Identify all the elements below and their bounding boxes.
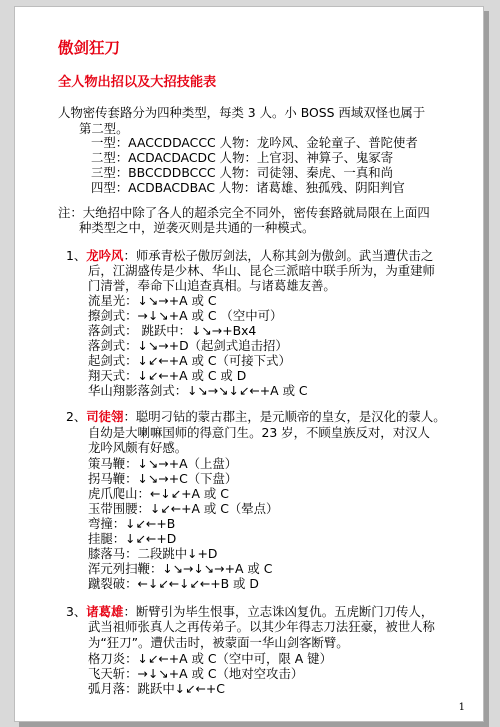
section-3-name: 诸葛雄 bbox=[86, 604, 124, 619]
note-line-2: 种类型之中，逆袭灭则是共通的一种模式。 bbox=[79, 220, 315, 235]
section-3-move-1: 格刀炎：↓↙←+A 或 C（空中可，限 A 键） bbox=[88, 651, 332, 666]
section-3-desc-2: 武当祖师张真人之再传弟子。以其少年得志刀法狂豪，被世人称 bbox=[88, 619, 435, 634]
page-number: 1 bbox=[458, 702, 465, 713]
doc-subtitle: 全人物出招以及大招技能表 bbox=[58, 75, 217, 90]
section-1-move-7: 华山翔影落剑式：↓↘→↘↓↙←+A 或 C bbox=[88, 383, 308, 398]
section-1-name: 龙吟风 bbox=[86, 248, 124, 263]
section-2-move-4: 玉带围腰：↓↙←+A 或 C（晕点） bbox=[88, 501, 279, 516]
section-1-move-4: 落剑式：↓↘→+D（起剑式追击招） bbox=[88, 338, 288, 353]
type-row-2: 二型：ACDACDACDC 人物：上官羽、神算子、鬼冢寄 bbox=[91, 150, 394, 165]
section-2-move-1: 策马鞭：↓↘→+A（上盘） bbox=[88, 456, 238, 471]
section-2-heading bbox=[66, 409, 446, 424]
doc-title: 傲剑狂刀 bbox=[58, 39, 121, 57]
section-3-move-3: 弧月落：跳跃中↓↙←+C bbox=[88, 681, 225, 696]
section-1-number: 1、 bbox=[66, 248, 87, 263]
section-1-heading bbox=[66, 248, 433, 263]
section-2-desc-1: ：聪明刁钻的蒙古郡主，是元顺帝的皇女，是汉化的蒙人。 bbox=[123, 409, 446, 424]
section-1-move-6: 翔天式：↓↙←+A 或 C 或 D bbox=[88, 368, 247, 383]
section-2-desc-2: 自幼是大喇嘛国师的得意门生。23 岁，不顾皇族反对，对汉人 bbox=[88, 425, 430, 440]
document-page bbox=[14, 6, 484, 722]
section-2-move-9: 蹴裂破：←↓↙←↓↙←+B 或 D bbox=[88, 576, 259, 591]
section-1-move-2: 擦剑式：→↓↘+A 或 C （空中可） bbox=[88, 308, 283, 323]
type-row-3: 三型：BBCCDDBCCC 人物：司徒翎、秦虎、一真和尚 bbox=[91, 165, 393, 180]
section-2-move-6: 挂腿：↓↙←+D bbox=[88, 531, 177, 546]
section-2-desc-3: 龙吟风颇有好感。 bbox=[88, 440, 188, 455]
section-1-move-3: 落剑式： 跳跃中：↓↘→+Bx4 bbox=[88, 323, 257, 338]
section-1-desc-1: ：师承青松子傲厉剑法，人称其剑为傲剑。武当遭伏击之 bbox=[123, 248, 434, 263]
section-3-number: 3、 bbox=[66, 604, 87, 619]
section-2-move-2: 拐马鞭：↓↘→+C（下盘） bbox=[88, 471, 238, 486]
section-2-move-7: 膝落马：二段跳中↓+D bbox=[88, 546, 218, 561]
type-row-4: 四型：ACDBACDBAC 人物：诸葛雄、独孤残、阴阳判官 bbox=[91, 180, 405, 195]
section-3-desc-1: ：断臂引为毕生恨事，立志诛凶复仇。五虎断门刀传人， bbox=[123, 604, 434, 619]
section-3-desc-3: 为“狂刀”。遭伏击时，被蒙面一华山剑客断臂。 bbox=[88, 635, 349, 650]
section-1-desc-2: 后，江湖盛传是少林、华山、昆仑三派暗中联手所为，为重建师 bbox=[88, 263, 435, 278]
intro-line-2: 第二型。 bbox=[79, 121, 129, 136]
section-3-move-2: 飞天斩：→↓↘+A 或 C（地对空攻击） bbox=[88, 666, 304, 681]
note-line-1: 注：大绝招中除了各人的超杀完全不同外，密传套路就局限在上面四 bbox=[58, 205, 430, 220]
section-2-move-5: 弯撞：↓↙←+B bbox=[88, 516, 176, 531]
section-1-desc-3: 门清誉，奉命下山追查真相。与诸葛雄友善。 bbox=[88, 278, 336, 293]
section-1-move-5: 起剑式：↓↙←+A 或 C（可接下式） bbox=[88, 353, 291, 368]
section-2-move-8: 浑元列扫鞭：↓↘→↓↘→+A 或 C bbox=[88, 561, 273, 576]
section-2-number: 2、 bbox=[66, 409, 87, 424]
type-row-1: 一型：AACCDDACCC 人物：龙吟风、金轮童子、普陀使者 bbox=[91, 135, 418, 150]
section-3-heading bbox=[66, 604, 433, 619]
section-2-move-3: 虎爪爬山：←↓↙+A 或 C bbox=[88, 486, 229, 501]
intro-line-1: 人物密传套路分为四种类型，每类 3 人。小 BOSS 西域双怪也属于 bbox=[58, 105, 426, 120]
section-1-move-1: 流星光：↓↘→+A 或 C bbox=[88, 293, 217, 308]
section-2-name: 司徒翎 bbox=[86, 409, 124, 424]
